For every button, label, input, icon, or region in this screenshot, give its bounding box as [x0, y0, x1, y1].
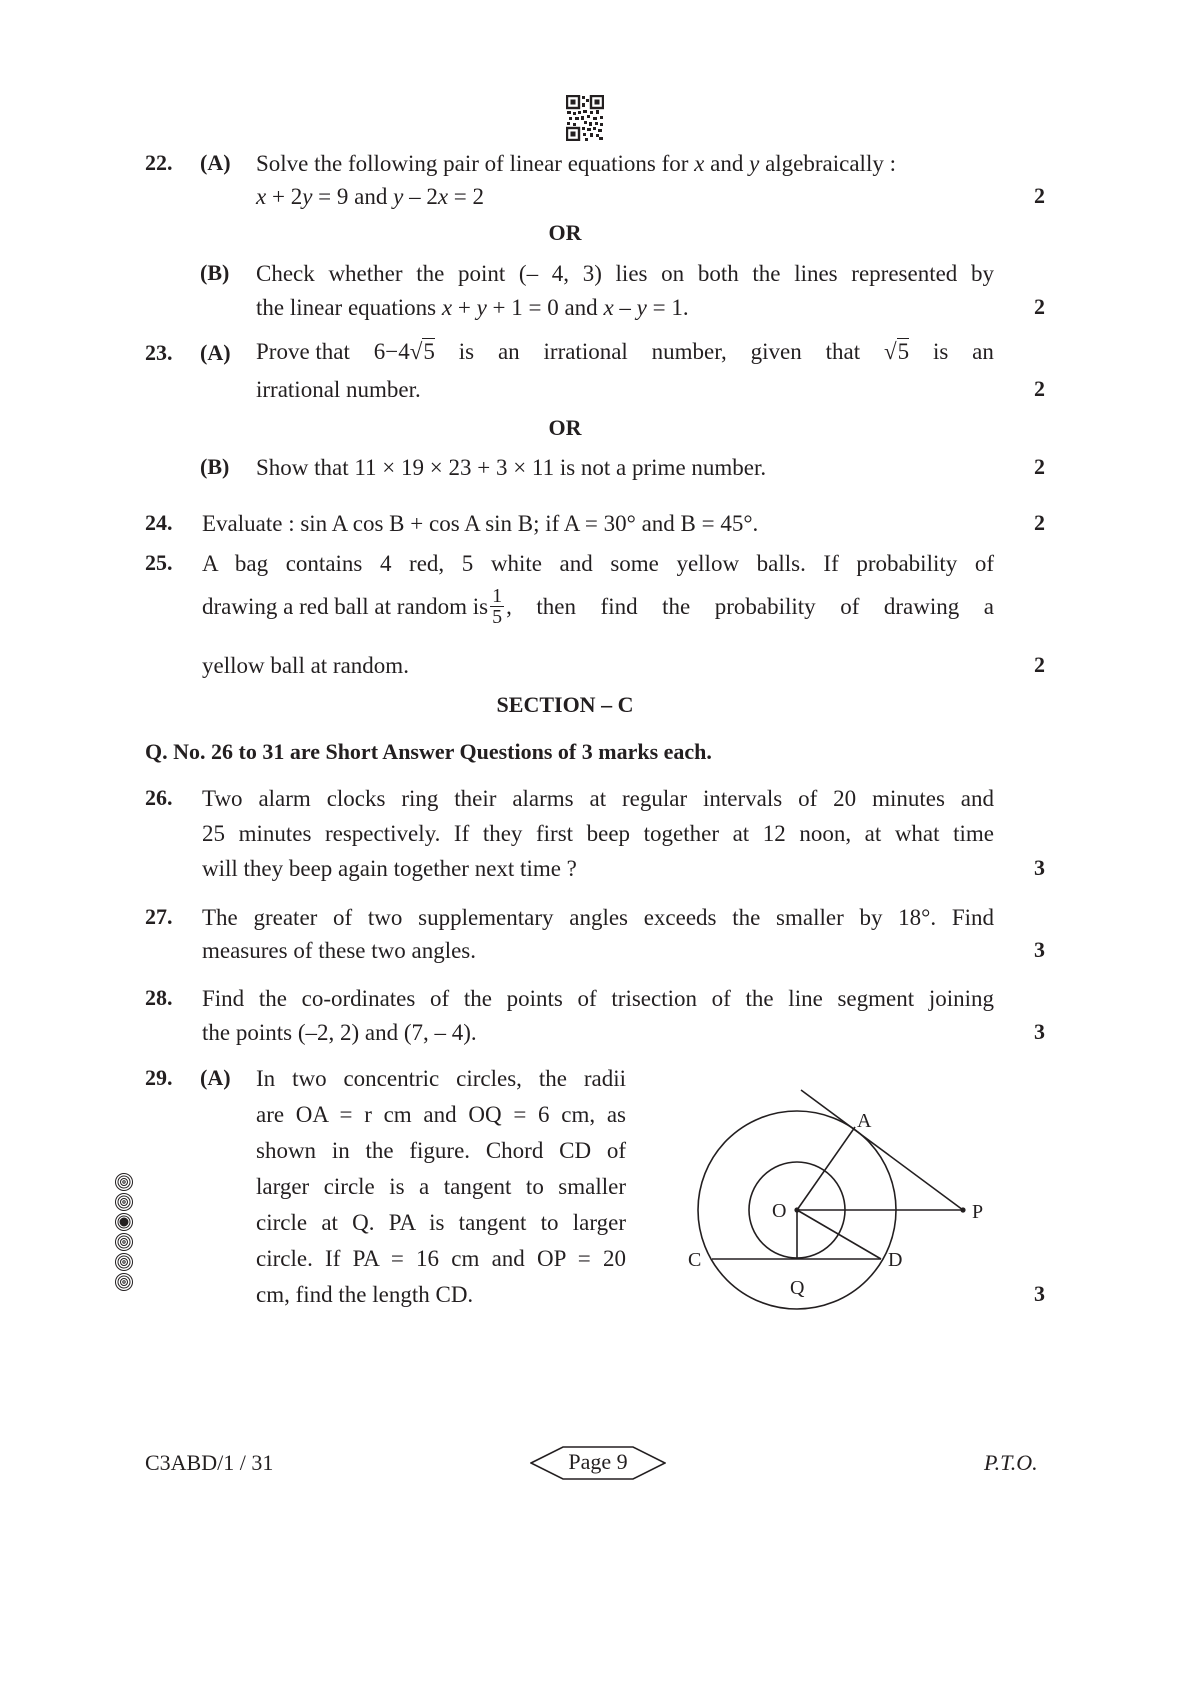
question-number: 27.	[145, 904, 173, 929]
or-separator: OR	[548, 220, 582, 245]
label-c: C	[688, 1249, 702, 1271]
question-text: Solve the following pair of linear equations for x and y algebraically :	[256, 151, 896, 176]
question-text: Find the co-ordinates of the points of trisection of the line segment joining	[202, 986, 994, 1011]
question-text: yellow ball at random.	[202, 653, 409, 678]
part-label: (B)	[200, 454, 230, 479]
question-text: larger circle is a tangent to smaller	[256, 1174, 626, 1199]
or-separator: OR	[548, 415, 582, 440]
question-number: 24.	[145, 510, 173, 535]
spiral-icon	[116, 1214, 133, 1231]
qr-code-icon	[566, 95, 604, 141]
question-text: are OA = r cm and OQ = 6 cm, as	[256, 1102, 626, 1127]
line-od	[797, 1210, 881, 1259]
marks: 3	[1034, 937, 1045, 962]
question-text: circle. If PA = 16 cm and OP = 20	[256, 1246, 626, 1271]
question-text: the points (–2, 2) and (7, – 4).	[202, 1020, 477, 1045]
question-text: circle at Q. PA is tangent to larger	[256, 1210, 626, 1235]
question-text: the linear equations x + y + 1 = 0 and x – y = 1.	[256, 295, 689, 320]
question-text: In two concentric circles, the radii	[256, 1066, 626, 1091]
question-text: drawing a red ball at random is $\frac{1}{5}$ , then find the probability of drawing a	[202, 585, 994, 628]
concentric-circles-figure	[680, 1080, 1000, 1320]
question-text: Check whether the point (– 4, 3) lies on both the lines represented by	[256, 261, 994, 286]
question-text: x + 2y = 9 and y – 2x = 2	[256, 184, 485, 209]
marks: 2	[1034, 183, 1045, 208]
label-d: D	[888, 1249, 903, 1271]
question-number: 28.	[145, 985, 173, 1010]
question-text: A bag contains 4 red, 5 white and some yellow balls. If probability of	[202, 551, 994, 576]
question-text: 25 minutes respectively. If they first beep together at 12 noon, at what time	[202, 821, 994, 846]
page-number-badge	[530, 1446, 666, 1480]
spiral-icon	[116, 1274, 133, 1291]
spiral-icon	[116, 1234, 133, 1251]
question-text: irrational number.	[256, 377, 421, 402]
page-number: Page 9	[568, 1449, 628, 1474]
question-text: shown in the figure. Chord CD of	[256, 1138, 626, 1163]
spiral-icon	[116, 1194, 133, 1211]
question-text: Two alarm clocks ring their alarms at regular intervals of 20 minutes and	[202, 786, 994, 811]
question-text: cm, find the length CD.	[256, 1282, 474, 1307]
point-p	[960, 1207, 965, 1212]
question-number: 25.	[145, 550, 173, 575]
marks: 2	[1034, 454, 1045, 479]
pto-label: P.T.O.	[984, 1450, 1038, 1475]
spiral-margin-icon	[112, 1172, 136, 1296]
marks: 2	[1034, 376, 1045, 401]
question-text: Show that 11 × 19 × 23 + 3 × 11 is not a prime number.	[256, 455, 767, 480]
point-o	[794, 1207, 799, 1212]
section-title: SECTION – C	[496, 692, 634, 717]
label-p: P	[972, 1201, 984, 1223]
question-number: 22.	[145, 150, 173, 175]
question-text: Evaluate : sin A cos B + cos A sin B; if A = 30° and B = 45°.	[202, 511, 759, 536]
marks: 2	[1034, 294, 1045, 319]
question-number: 23.	[145, 340, 173, 365]
question-text: Prove that 6−4√5 is an irrational number, given that √5 is an	[256, 339, 994, 364]
spiral-icon	[116, 1254, 133, 1271]
part-label: (A)	[200, 150, 231, 175]
part-label: (A)	[200, 1065, 231, 1090]
spiral-icon	[116, 1174, 133, 1191]
part-label: (B)	[200, 260, 230, 285]
question-text: measures of these two angles.	[202, 938, 477, 963]
marks: 3	[1034, 1019, 1045, 1044]
label-a: A	[857, 1110, 872, 1132]
section-instruction: Q. No. 26 to 31 are Short Answer Questions of 3 marks each.	[145, 739, 712, 764]
radius-oa	[797, 1127, 855, 1210]
fraction: $\frac{1}{5}$	[492, 585, 503, 628]
label-o: O	[772, 1200, 787, 1222]
math-expression: 6−4√5	[373, 339, 435, 364]
math-expression: √5	[883, 339, 910, 364]
question-text: The greater of two supplementary angles exceeds the smaller by 18°. Find	[202, 905, 994, 930]
question-number: 29.	[145, 1065, 173, 1090]
label-q: Q	[790, 1277, 805, 1299]
marks: 2	[1034, 652, 1045, 677]
marks: 3	[1034, 855, 1045, 880]
part-label: (A)	[200, 340, 231, 365]
tangent-line-pa	[801, 1090, 963, 1210]
paper-code: C3ABD/1 / 31	[145, 1450, 274, 1475]
question-number: 26.	[145, 785, 173, 810]
question-text: will they beep again together next time ?	[202, 856, 577, 881]
marks: 2	[1034, 510, 1045, 535]
marks: 3	[1034, 1281, 1045, 1306]
